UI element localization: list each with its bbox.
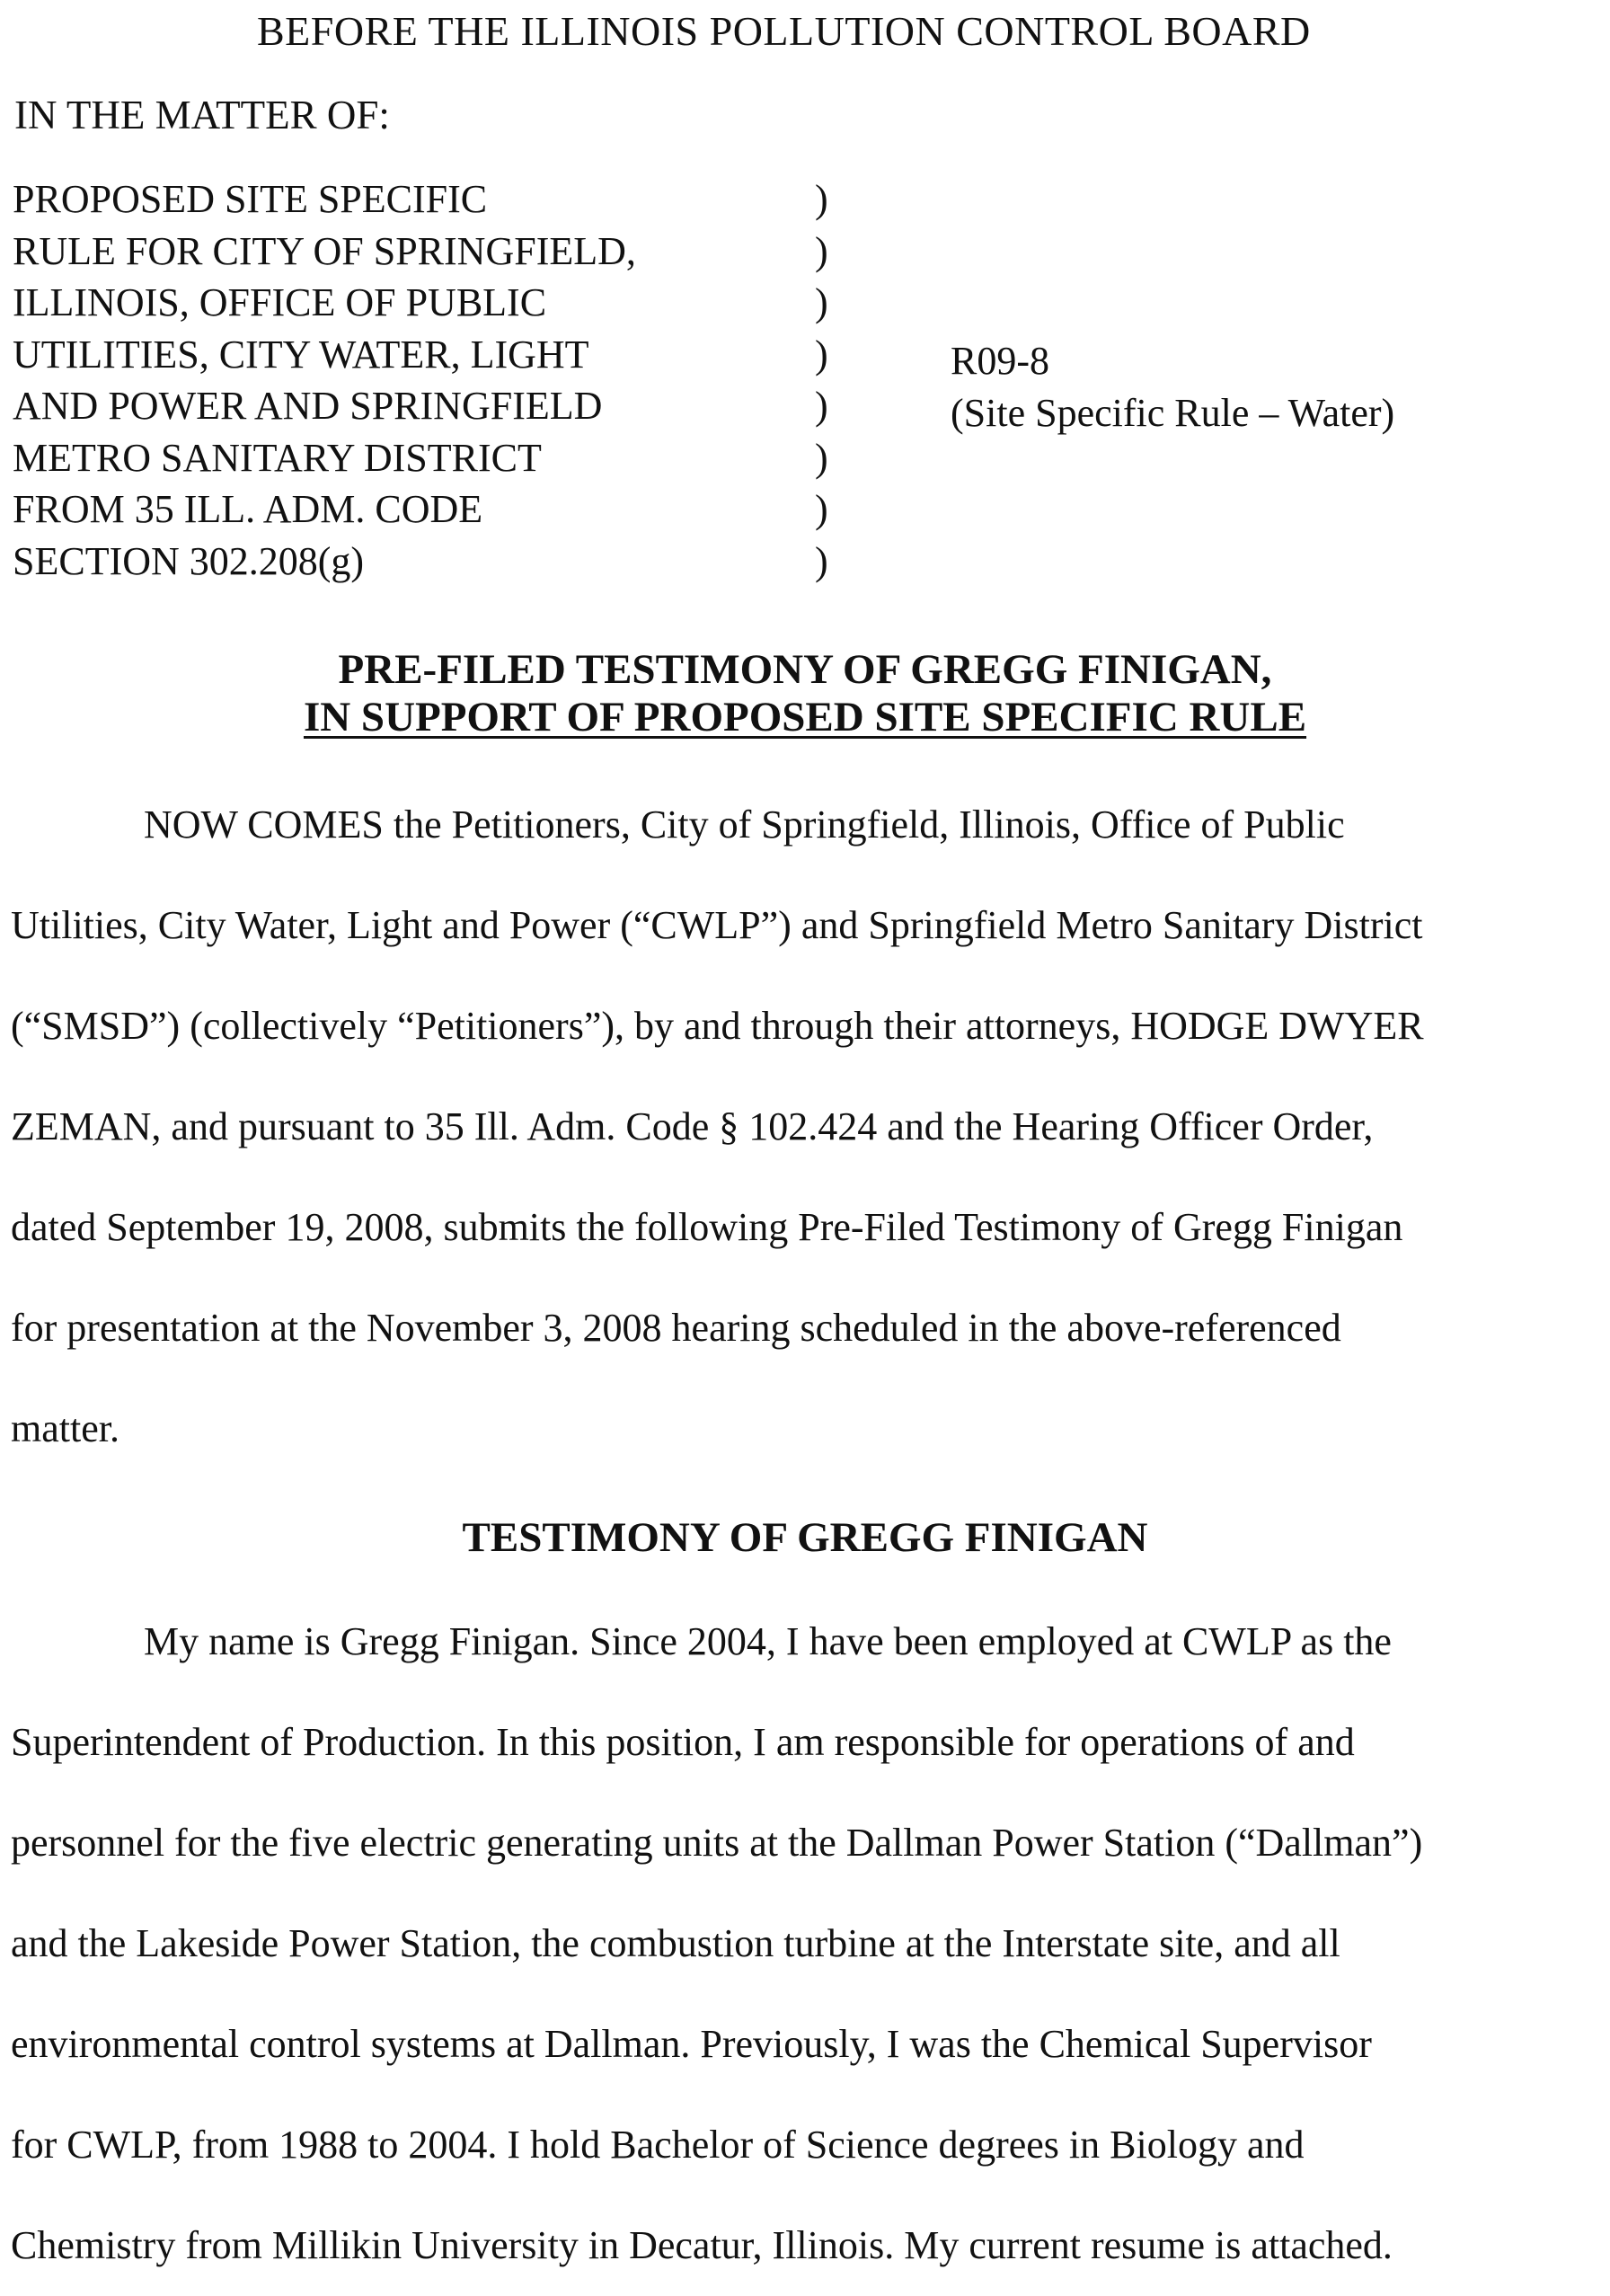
caption-paren: ) <box>815 538 828 583</box>
paragraph-line: personnel for the five electric generating units at the Dallman Power Station (“Dallman”) <box>11 1821 1423 1865</box>
intro-paragraph <box>11 775 1601 1479</box>
caption-paren: ) <box>815 280 828 324</box>
paragraph-line: My name is Gregg Finigan. Since 2004, I have been employed at CWLP as the <box>144 1619 1392 1663</box>
caption-paren: ) <box>815 487 828 531</box>
caption-paren: ) <box>815 332 828 377</box>
paragraph-line: and the Lakeside Power Station, the combustion turbine at the Interstate site, and all <box>11 1921 1340 1965</box>
paragraph-line: Chemistry from Millikin University in Decatur, Illinois. My current resume is attached. <box>11 2223 1393 2267</box>
paragraph-line: Superintendent of Production. In this position, I am responsible for operations of and <box>11 1720 1355 1764</box>
testimony-subtitle: IN SUPPORT OF PROPOSED SITE SPECIFIC RULE <box>303 694 1307 740</box>
paragraph-line: dated September 19, 2008, submits the following Pre-Filed Testimony of Gregg Finigan <box>11 1205 1403 1249</box>
caption-line: UTILITIES, CITY WATER, LIGHT ) <box>13 329 821 381</box>
caption-paren: ) <box>815 228 828 273</box>
testimony-title: PRE-FILED TESTIMONY OF GREGG FINIGAN, <box>338 646 1272 693</box>
caption-line: ILLINOIS, OFFICE OF PUBLIC ) <box>13 277 821 329</box>
caption-paren: ) <box>815 177 828 221</box>
paragraph-line: Utilities, City Water, Light and Power (“CWLP”) and Springfield Metro Sanitary District <box>11 903 1423 947</box>
paragraph-line: (“SMSD”) (collectively “Petitioners”), by and through their attorneys, HODGE DWYER <box>11 1004 1424 1048</box>
paragraph-line: environmental control systems at Dallman. Previously, I was the Chemical Supervisor <box>11 2022 1372 2066</box>
paragraph-line: NOW COMES the Petitioners, City of Springfield, Illinois, Office of Public <box>144 802 1345 847</box>
case-number: R09-8 <box>951 339 1049 383</box>
paragraph-line: matter. <box>11 1406 119 1450</box>
caption-paren: ) <box>815 435 828 480</box>
matter-of-label: IN THE MATTER OF: <box>14 93 390 137</box>
testimony-paragraph <box>11 1591 1601 2296</box>
case-caption <box>13 173 828 587</box>
caption-line: METRO SANITARY DISTRICT ) <box>13 432 821 484</box>
caption-line: PROPOSED SITE SPECIFIC ) <box>13 173 821 226</box>
caption-line: FROM 35 ILL. ADM. CODE ) <box>13 483 821 536</box>
paragraph-line: ZEMAN, and pursuant to 35 Ill. Adm. Code § 102.424 and the Hearing Officer Order, <box>11 1104 1374 1148</box>
caption-line: SECTION 302.208(g) ) <box>13 536 821 588</box>
case-type: (Site Specific Rule – Water) <box>951 391 1395 435</box>
caption-line: AND POWER AND SPRINGFIELD ) <box>13 380 821 432</box>
section-heading: TESTIMONY OF GREGG FINIGAN <box>462 1514 1148 1561</box>
caption-line: RULE FOR CITY OF SPRINGFIELD, ) <box>13 226 821 278</box>
case-number-block <box>951 335 1394 439</box>
paragraph-line: for presentation at the November 3, 2008 hearing scheduled in the above-referenced <box>11 1306 1341 1350</box>
caption-paren: ) <box>815 384 828 428</box>
board-title: BEFORE THE ILLINOIS POLLUTION CONTROL BOARD <box>257 8 1311 54</box>
paragraph-line: for CWLP, from 1988 to 2004. I hold Bachelor of Science degrees in Biology and <box>11 2123 1305 2167</box>
